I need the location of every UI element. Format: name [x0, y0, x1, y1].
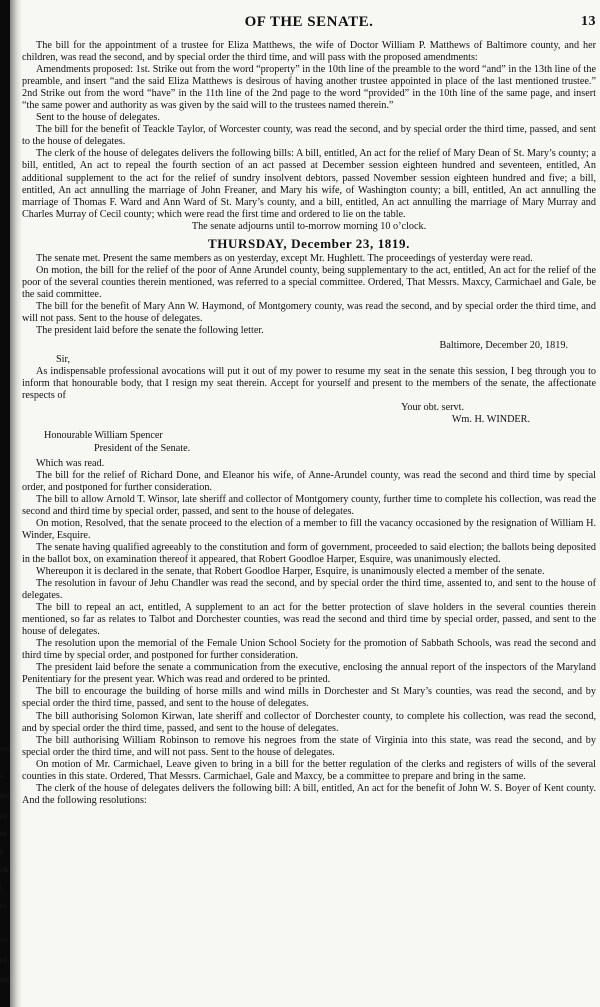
margin-fragment: ble — [0, 792, 10, 800]
paragraph-election-motion: On motion, Resolved, that the senate proceed to the election of a member to fill the vacancy occasioned by the resignation of William H. Winder, Esquire. — [22, 517, 596, 541]
paragraph-kirwan-bill: The bill authorising Solomon Kirwan, late sheriff and collector of Dorchester county, to complete his collection, was read the second, and by special order the third time, passed, and sent to the house of delegates. — [22, 710, 596, 734]
paragraph-sabbath-schools: The resolution upon the memorial of the Female Union School Society for the promotion of Sabbath Schools, was read the second and third time by special order, and postponed for further consideration. — [22, 638, 596, 662]
margin-fragment: ei — [0, 902, 6, 910]
paragraph-winsor-bill: The bill to allow Arnold T. Winsor, late sheriff and collector of Montgomery county, further time to complete his collection, was read the second and third time by special order, passed, and sent to the house of delegates. — [22, 493, 596, 517]
paragraph-boyer-bill: The clerk of the house of delegates delivers the following bill: A bill, entitled, An act for the benefit of John W. S. Boyer of Kent county. And the following resolutions: — [22, 782, 596, 806]
paragraph-mills-bill: The bill to encourage the building of horse mills and wind mills in Dorchester and St Mary’s counties, was read the second, and by special order the third time, passed, and sent to the house of delegates. — [22, 686, 596, 710]
paragraph-poor-relief: On motion, the bill for the relief of the poor of Anne Arundel county, being supplementary to the act, entitled, An act for the relief of the poor of the several counties therein mentioned, was referred to a special committee. Ordered, That Messrs. Maxcy, Carmichael and Gale, be the said committee. — [22, 264, 596, 300]
margin-fragment: e — [0, 848, 4, 856]
book-binding-edge — [0, 0, 10, 1007]
paragraph-read: Which was read. — [36, 457, 105, 469]
paragraph-robinson-bill: The bill authorising William Robinson to remove his negroes from the state of Virginia into this state, was read the second, and by special order the third time, and will not pass. Sent to the house of delegates. — [22, 734, 596, 758]
margin-fragment: ell, — [0, 956, 10, 964]
paragraph-slave-holders-bill: The bill to repeal an act, entitled, A supplement to an act for the better protection of slave holders in the several counties therein mentioned, so far as relates to Talbot and Dorchester counties, was read the second and third time by special order, passed, and sent to the house of delegates. — [22, 602, 596, 638]
journal-page — [22, 16, 596, 807]
date-heading: THURSDAY, December 23, 1819. — [208, 235, 410, 251]
paragraph-chandler-resolution: The resolution in favour of Jehu Chandler was read the second, and by special order the third time, assented to, and sent to the house of delegates. — [22, 578, 596, 602]
letter-dateline: Baltimore, December 20, 1819. — [439, 340, 568, 352]
page-title: OF THE SENATE. — [244, 14, 374, 30]
page-gutter-shadow — [10, 0, 22, 1007]
paragraph-senate-met: The senate met. Present the same members as on yesterday, except Mr. Hughlett. The proceedings of yesterday were read. — [36, 252, 533, 264]
margin-fragment: t — [0, 884, 3, 892]
paragraph-taylor-bill: The bill for the benefit of Teackle Taylor, of Worcester county, was read the second, and by special order the third time, passed, and sent to the house of delegates. — [22, 124, 596, 148]
letter-body: As indispensable professional avocations will put it out of my power to resume my seat in the senate this session, I beg through you to inform that honourable body, that I resign my seat therein. Accept for yourself and present to the members of the senate, the affectionate respects of — [22, 366, 596, 402]
paragraph-done-bill: The bill for the relief of Richard Done, and Eleanor his wife, of Anne-Arundel county, was read the second and third time by special order, and postponed for further consideration. — [22, 469, 596, 493]
paragraph-haymond-bill: The bill for the benefit of Mary Ann W. Haymond, of Montgomery county, was read the second, and by special order the third time, and will not pass. Sent to the house of delegates. — [22, 300, 596, 325]
paragraph-clerks-registers: On motion of Mr. Carmichael, Leave given to bring in a bill for the better regulation of the clerks and registers of wills of the several counties in this state. Ordered, That Messrs. Carmichael, Gale and Maxcy, be a committee to prepare and bring in the same. — [22, 758, 596, 782]
letter-salutation: Sir, — [56, 354, 71, 366]
margin-fragment: ini — [0, 936, 8, 944]
paragraph-penitentiary-report: The president laid before the senate a communication from the executive, enclosing the annual report of the inspectors of the Maryland Penitentiary for the present year. Which was read and ordered to be printed. — [22, 662, 596, 686]
paragraph-election-result: The senate having qualified agreeably to the constitution and form of government, proceeded to said election; the ballots being deposited in the ballot box, on examination thereof it appeared, that Robert Goodloe Harper, Esquire, was unanimously elected. — [22, 541, 596, 565]
margin-fragment: en- — [0, 745, 10, 753]
margin-fragment: ne — [0, 830, 8, 838]
letter-addressee-title: President of the Senate. — [94, 442, 191, 454]
paragraph-clerk-bills: The clerk of the house of delegates delivers the following bills: A bill, entitled, An act for the relief of Mary Dean of St. Mary’s county; a bill, entitled, An act to repeal the fourth section of an act passed at December session eighteen hundred and seventeen, entitled, An additional supplement to the act for the relief of sundry insolvent debtors, passed November session eighteen hundred and five; a bill, entitled, An act annulling the marriage of John Freaner, and Mary his wife, of Washington county; a bill, entitled, An act annulling the marriage of Thomas F. Ward and Ann Ward of St. Mary’s county, and a bill, entitled, An act annulling the marriage of Mary Murray and Charles Murray of Cecil county; which were read the first time and ordered to lie on the table. — [22, 148, 596, 220]
paragraph-amendments: Amendments proposed: 1st. Strike out from the word “property” in the 10th line of the preamble to the word “and” in the 13th line of the preamble, and insert “and the said Eliza Matthews is desirous of having another trustee appointed in place of the last mentioned trustee.” 2nd Strike out from the word “have” in the 11th line of the 2nd page to the word “provided” in the 10th line of the same page, and insert “the same power and authority as was given by the said will to the trustees named therein.” — [22, 64, 596, 112]
margin-fragment: ere — [0, 976, 10, 984]
margin-fragment: eir — [0, 812, 8, 820]
paragraph-letter-intro: The president laid before the senate the following letter. — [36, 325, 264, 337]
margin-fragment: cia — [0, 866, 9, 874]
letter-signature: Wm. H. WINDER. — [451, 414, 530, 426]
adjournment-notice: The senate adjourns until to-morrow morning 10 o’clock. — [191, 220, 427, 232]
page-header — [22, 16, 596, 40]
paragraph-harper-declared: Whereupon it is declared in the senate, that Robert Goodloe Harper, Esquire, is unanimously elected a member of the senate. — [36, 565, 545, 577]
paragraph-matthews-bill: The bill for the appointment of a trustee for Eliza Matthews, the wife of Doctor William P. Matthews of Baltimore county, and her children, was read the second, and by special order the third time, and will pass with the proposed amendments: — [22, 40, 596, 64]
paragraph-sent: Sent to the house of delegates. — [36, 112, 160, 124]
resignation-letter — [22, 340, 596, 454]
page-number: 13 — [581, 14, 596, 29]
margin-fragment: o — [0, 772, 4, 780]
letter-closing: Your obt. servt. — [401, 402, 464, 414]
letter-addressee-name: Honourable William Spencer — [44, 430, 163, 442]
